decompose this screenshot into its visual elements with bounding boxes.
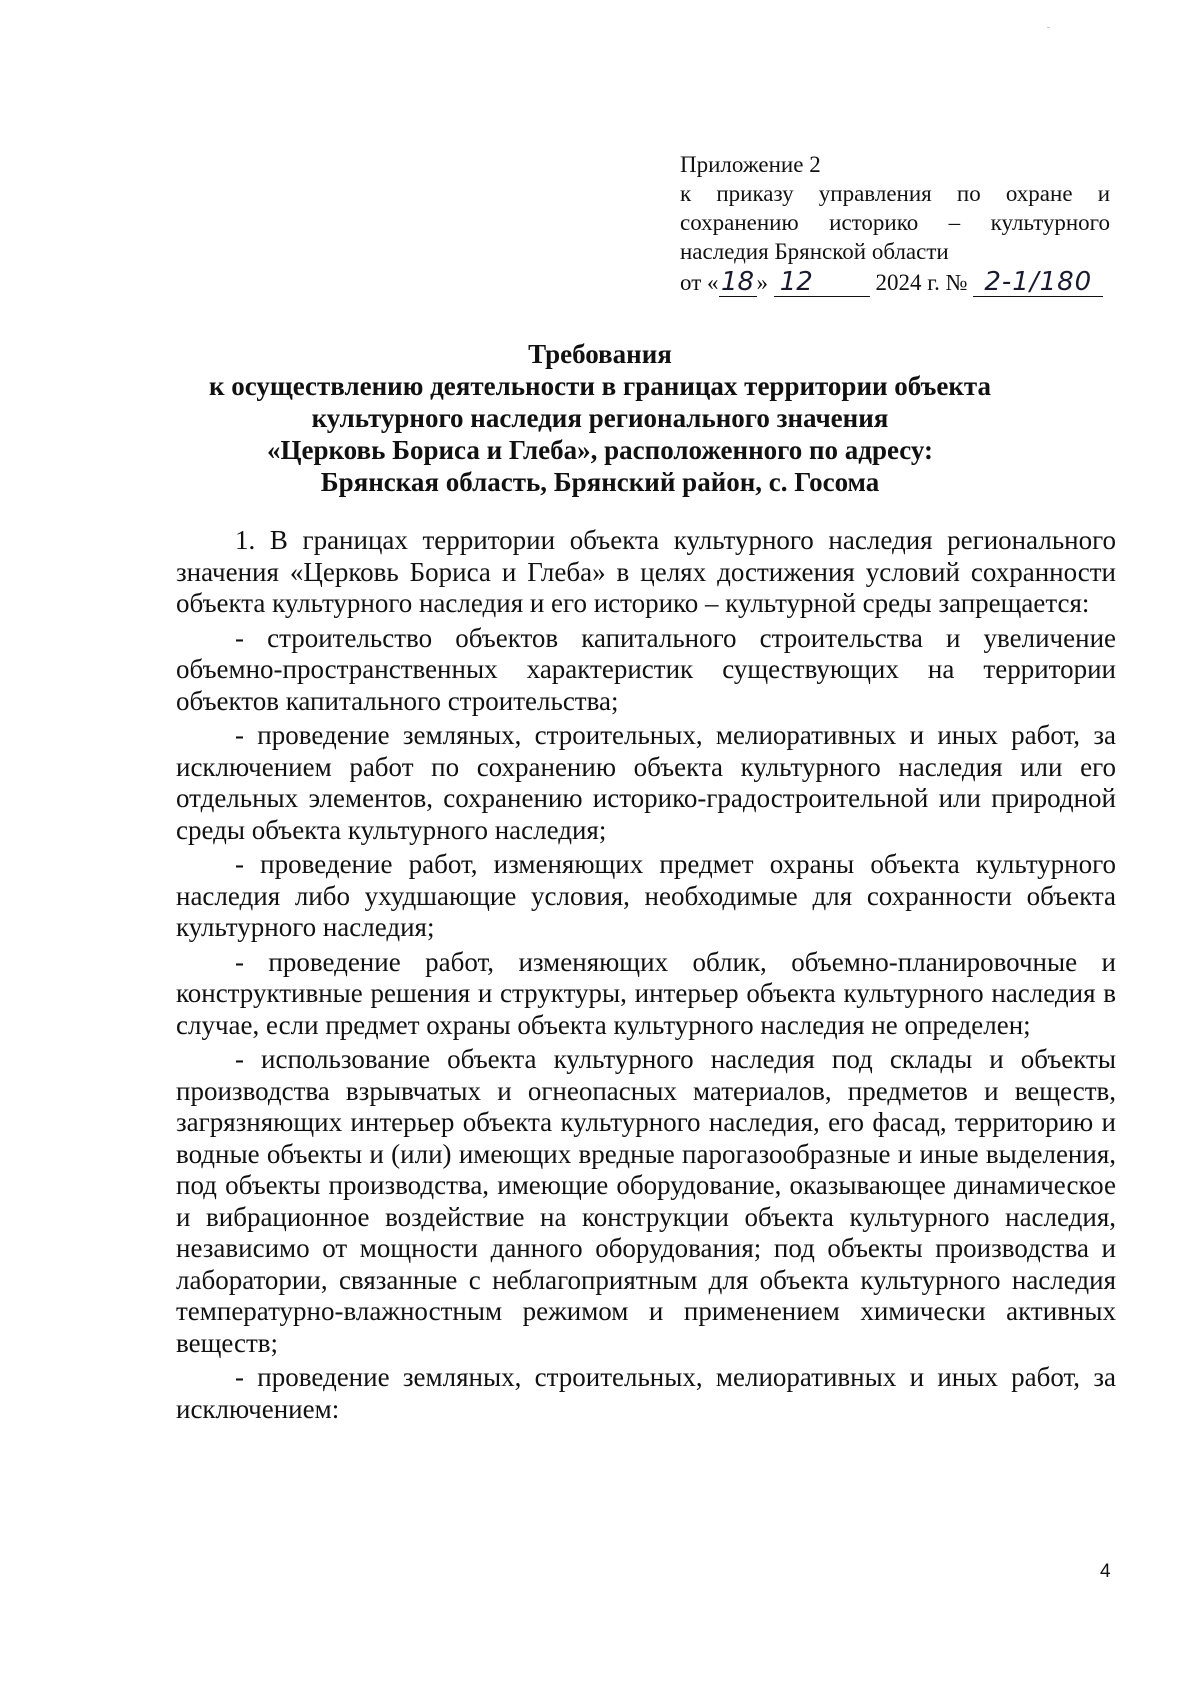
appendix-header xyxy=(680,150,1110,297)
scan-artifact xyxy=(1047,27,1050,28)
title-line: Требования xyxy=(528,339,672,369)
document-title xyxy=(180,338,1020,498)
paragraph-item: - строительство объектов капитального строительства и увеличение объемно-пространственных характеристик существующих на территории объектов капитального строительства; xyxy=(176,622,1116,716)
handwritten-month: 12 xyxy=(774,268,870,297)
handwritten-order-number: 2-1/180 xyxy=(973,268,1103,297)
paragraph-item: - проведение земляных, строительных, мелиоративных и иных работ, за исключением работ по сохранению объекта культурного наследия или его отдельных элементов, сохранению историко-градостроительной или природной среды объекта культурного наследия; xyxy=(176,720,1116,845)
paragraph-item: - использование объекта культурного наследия под склады и объекты производства взрывчатых и огнеопасных материалов, предметов и веществ, загрязняющих интерьер объекта культурного наследия, его фасад, территорию и водные объекты и (или) имеющих вредные парогазообразные и иные выделения, под объекты производства, имеющие оборудование, оказывающее динамическое и вибрационное воздействие на конструкции объекта культурного наследия, независимо от мощности данного оборудования; под объекты производства и лаборатории, связанные с неблагоприятным для объекта культурного наследия температурно-влажностным режимом и применением химически активных веществ; xyxy=(176,1044,1116,1358)
page-number: 4 xyxy=(1100,1561,1111,1582)
paragraph-item: - проведение работ, изменяющих предмет охраны объекта культурного наследия либо ухудшающие условия, необходимые для сохранности объекта культурного наследия; xyxy=(176,849,1116,942)
date-prefix: от « xyxy=(680,270,719,295)
appendix-title: Приложение 2 xyxy=(680,152,821,177)
appendix-order-line: сохранению историко – культурного xyxy=(680,210,1110,235)
order-date-line xyxy=(680,268,1110,297)
date-mid: » xyxy=(756,270,768,295)
paragraph-1: 1. В границах территории объекта культурного наследия регионального значения «Церковь Бориса и Глеба» в целях достижения условий сохранности объекта культурного наследия и его историко – культурной среды запрещается: xyxy=(176,525,1116,618)
title-line: к осуществлению деятельности в границах территории объекта xyxy=(208,371,992,401)
title-line: «Церковь Бориса и Глеба», расположенного по адресу: xyxy=(266,435,934,465)
handwritten-day: 18 xyxy=(719,268,757,297)
appendix-order-line: к приказу управления по охране и xyxy=(680,181,1110,206)
title-line: культурного наследия регионального значения xyxy=(311,403,889,433)
paragraph-item: - проведение земляных, строительных, мелиоративных и иных работ, за исключением: xyxy=(176,1362,1116,1424)
title-line: Брянская область, Брянский район, с. Госома xyxy=(320,467,880,497)
appendix-order-line: наследия Брянской области xyxy=(680,239,949,264)
paragraph-item: - проведение работ, изменяющих облик, объемно-планировочные и конструктивные решения и структуры, интерьер объекта культурного наследия в случае, если предмет охраны объекта культурного наследия не определен; xyxy=(176,946,1116,1040)
document-body xyxy=(176,525,1116,1425)
date-year: 2024 г. № xyxy=(875,270,968,295)
